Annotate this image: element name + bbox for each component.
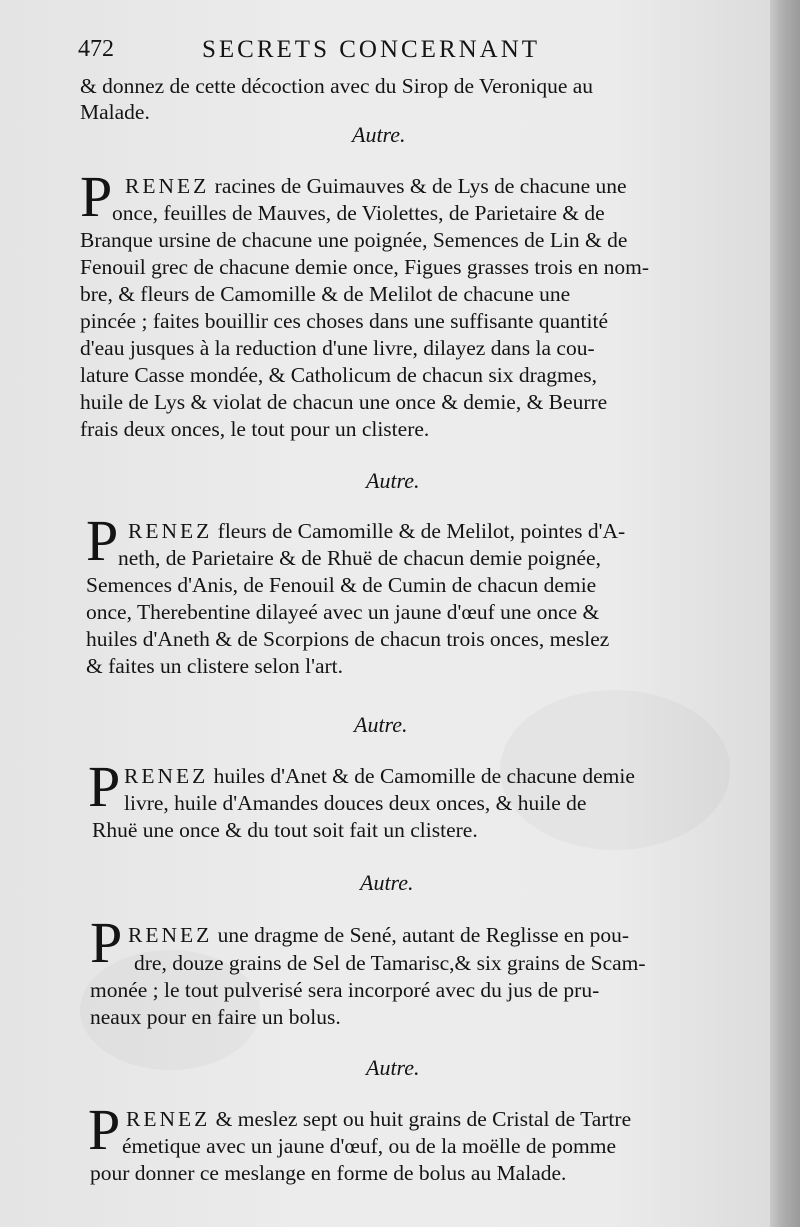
body-line: d'eau jusques à la reduction d'une livre, dilayez dans la cou- <box>80 336 595 360</box>
section-heading: Autre. <box>366 1055 420 1080</box>
body-line: & faites un clistere selon l'art. <box>86 654 344 678</box>
body-line: bre, & fleurs de Camomille & de Melilot de chacune une <box>80 282 571 306</box>
drop-cap: P <box>88 754 121 819</box>
section-heading: Autre. <box>354 712 408 737</box>
body-line: once, feuilles de Mauves, de Violettes, de Parietaire & de <box>112 201 605 225</box>
drop-cap: P <box>88 1097 121 1162</box>
running-head: SECRETS CONCERNANT <box>202 36 541 63</box>
section-heading: Autre. <box>360 870 414 895</box>
section-heading: Autre. <box>366 468 420 493</box>
body-line: pincée ; faites bouillir ces choses dans une suffisante quantité <box>80 309 608 333</box>
body-line: RENEZ & meslez sept ou huit grains de Cristal de Tartre <box>126 1107 632 1131</box>
drop-cap: P <box>86 508 119 573</box>
intro-line: Malade. <box>80 100 150 124</box>
body-line: frais deux onces, le tout pour un clistere. <box>80 417 430 441</box>
body-line: lature Casse mondée, & Catholicum de chacun six dragmes, <box>80 363 598 387</box>
body-line: Branque ursine de chacune une poignée, Semences de Lin & de <box>80 228 628 252</box>
lead-word: RENEZ <box>126 1107 211 1131</box>
body-line: monée ; le tout pulverisé sera incorporé avec du jus de pru- <box>90 978 600 1002</box>
body-line: pour donner ce meslange en forme de bolus au Malade. <box>90 1161 567 1185</box>
drop-cap: P <box>90 910 123 975</box>
body-line: RENEZ racines de Guimauves & de Lys de chacune une <box>125 174 627 198</box>
body-line: Rhuë une once & du tout soit fait un clistere. <box>92 818 478 842</box>
body-line: huiles d'Aneth & de Scorpions de chacun trois onces, meslez <box>86 627 610 651</box>
lead-word: RENEZ <box>128 923 213 947</box>
body-line: once, Therebentine dilayeé avec un jaune d'œuf une once & <box>86 600 600 624</box>
body-line: émetique avec un jaune d'œuf, ou de la moëlle de pomme <box>122 1134 617 1158</box>
body-line: RENEZ fleurs de Camomille & de Melilot, pointes d'A- <box>128 519 626 543</box>
page-edge <box>770 0 800 1227</box>
lead-word: RENEZ <box>128 519 213 543</box>
body-line: RENEZ une dragme de Sené, autant de Reglisse en pou- <box>128 923 630 947</box>
section-heading: Autre. <box>352 122 406 147</box>
body-line: livre, huile d'Amandes douces deux onces, & huile de <box>124 791 587 815</box>
body-line: neaux pour en faire un bolus. <box>90 1005 341 1029</box>
page-number: 472 <box>78 36 114 62</box>
lead-word: RENEZ <box>125 174 210 198</box>
body-line: Semences d'Anis, de Fenouil & de Cumin de chacun demie <box>86 573 597 597</box>
body-line: neth, de Parietaire & de Rhuë de chacun demie poignée, <box>118 546 601 570</box>
body-line: Fenouil grec de chacune demie once, Figues grasses trois en nom- <box>80 255 649 279</box>
lead-word: RENEZ <box>124 764 209 788</box>
intro-line: & donnez de cette décoction avec du Sirop de Veronique au <box>80 74 594 98</box>
body-line: dre, douze grains de Sel de Tamarisc,& six grains de Scam- <box>134 951 646 975</box>
body-line: RENEZ huiles d'Anet & de Camomille de chacune demie <box>124 764 635 788</box>
drop-cap: P <box>80 164 113 229</box>
body-line: huile de Lys & violat de chacun une once & demie, & Beurre <box>80 390 608 414</box>
page-header <box>78 34 708 68</box>
